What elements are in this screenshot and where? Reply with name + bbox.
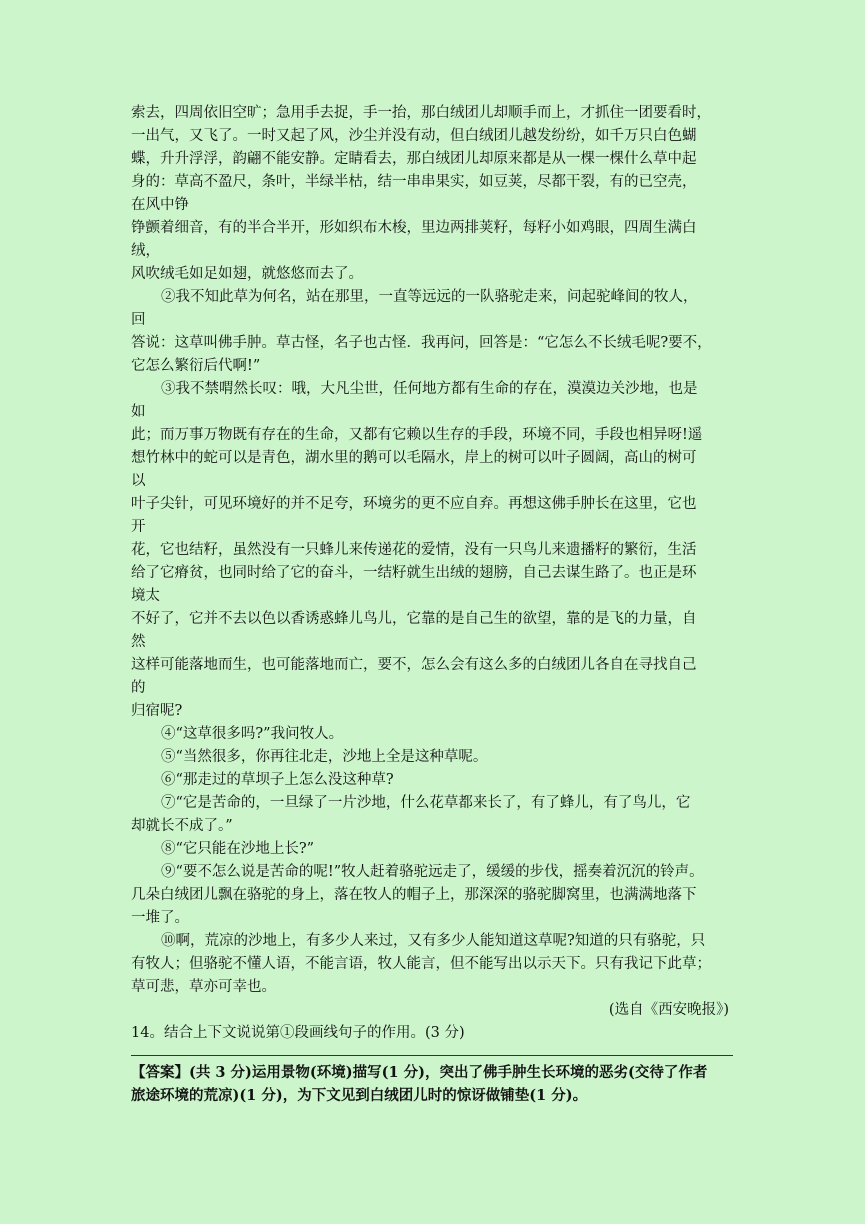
passage	[131, 102, 733, 1045]
answer-line: 【答案】(共 3 分)运用景物(环境)描写(1 分)，突出了佛手肿生长环境的恶劣(交待了作者	[131, 1064, 708, 1081]
question-14: 14。结合上下文说说第①段画线句子的作用。(3 分)	[131, 1025, 465, 1041]
passage-line: 然	[131, 634, 146, 650]
passage-line: 索去，四周依旧空旷；急用手去捉，手一抬，那白绒团儿却顺手而上，才抓住一团要看时，	[131, 105, 711, 121]
passage-line: 有牧人；但骆驼不懂人语，不能言语，牧人能言，但不能写出以示天下。只有我记下此草；	[131, 956, 711, 972]
passage-line: 蝶，升升浮浮，韵翩不能安静。定睛看去，那白绒团儿却原来都是从一棵一棵什么草中起	[131, 151, 697, 167]
passage-line: 草可悲，草亦可幸也。	[131, 979, 276, 995]
passage-line: ⑧“它只能在沙地上长?”	[161, 841, 315, 857]
passage-line: 的	[131, 680, 146, 696]
passage-line: 却就长不成了。”	[131, 818, 233, 834]
passage-line: 开	[131, 519, 146, 535]
passage-line: 答说：这草叫佛手肿。草古怪，名子也古怪．我再问，回答是：“它怎么不长绒毛呢?要不，	[131, 335, 712, 351]
source-citation: (选自《西安晚报》)	[608, 1002, 729, 1018]
passage-line: ②我不知此草为何名，站在那里，一直等远远的一队骆驼走来，问起驼峰间的牧人，	[161, 289, 698, 305]
passage-line: 以	[131, 473, 146, 489]
passage-line: ⑦“它是苦命的，一旦绿了一片沙地，什么花草都来长了，有了蜂儿，有了鸟儿，它	[161, 795, 691, 811]
passage-line: 如	[131, 404, 146, 420]
passage-line: 花，它也结籽，虽然没有一只蜂儿来传递花的爱情，没有一只鸟儿来遗播籽的繁衍，生活	[131, 542, 697, 558]
passage-line: ④“这草很多吗?”我问牧人。	[161, 726, 344, 742]
passage-line: 这样可能落地而生，也可能落地而亡，要不，怎么会有这么多的白绒团儿各自在寻找自己	[131, 657, 697, 673]
passage-line: 铮颤着细音，有的半合半开，形如织布木梭，里边两排荚籽，每籽小如鸡眼，四周生满白	[131, 220, 697, 236]
passage-line: 风吹绒毛如足如翅，就悠悠而去了。	[131, 266, 363, 282]
answer-divider	[131, 1055, 733, 1056]
passage-line: 回	[131, 312, 146, 328]
passage-line: 一堆了。	[131, 910, 189, 926]
passage-line: 归宿呢?	[131, 703, 183, 719]
passage-line: 它怎么繁衍后代啊!”	[131, 358, 261, 374]
passage-lines	[131, 102, 733, 999]
passage-line: 几朵白绒团儿飘在骆驼的身上，落在牧人的帽子上，那深深的骆驼脚窝里，也满满地落下	[131, 887, 697, 903]
passage-line: 一出气，又飞了。一时又起了风，沙尘并没有动，但白绒团儿越发纷纷，如千万只白色蝴	[131, 128, 697, 144]
passage-line: ⑥“那走过的草坝子上怎么没这种草?	[161, 772, 394, 788]
passage-line: 不好了，它并不去以色以香诱惑蜂儿鸟儿，它靠的是自己生的欲望，靠的是飞的力量，自	[131, 611, 697, 627]
passage-line: 想竹林中的蛇可以是青色，湖水里的鹅可以毛隔水，岸上的树可以叶子圆阔，高山的树可	[131, 450, 697, 466]
passage-line: 在风中铮	[131, 197, 189, 213]
passage-line: 给了它瘠贫，也同时给了它的奋斗，一结籽就生出绒的翅膀，自己去谋生路了。也正是环	[131, 565, 697, 581]
passage-line: 境太	[131, 588, 160, 604]
passage-line: ⑨“要不怎么说是苦命的呢!”牧人赶着骆驼远走了，缓缓的步伐，摇奏着沉沉的铃声。	[161, 864, 704, 880]
passage-line: 叶子尖针，可见环境好的并不足夸，环境劣的更不应自弃。再想这佛手肿长在这里，它也	[131, 496, 697, 512]
passage-line: ③我不禁喟然长叹：哦，大凡尘世，任何地方都有生命的存在，漠漠边关沙地，也是	[161, 381, 698, 397]
answer-block	[131, 1061, 733, 1107]
passage-line: 此；而万事万物既有存在的生命，又都有它赖以生存的手段，环境不同，手段也相异呀!遥	[131, 427, 703, 443]
passage-line: 身的：草高不盈尺，条叶，半绿半枯，结一串串果实，如豆荚，尽都干裂，有的已空壳，	[131, 174, 697, 190]
answer-line: 旅途环境的荒凉)(1 分)，为下文见到白绒团儿时的惊讶做铺垫(1 分)。	[131, 1087, 588, 1104]
passage-line: ⑤“当然很多，你再往北走，沙地上全是这种草呢。	[161, 749, 488, 765]
passage-line: ⑩啊，荒凉的沙地上，有多少人来过，又有多少人能知道这草呢?知道的只有骆驼，只	[161, 933, 706, 949]
passage-line: 绒，	[131, 243, 160, 259]
